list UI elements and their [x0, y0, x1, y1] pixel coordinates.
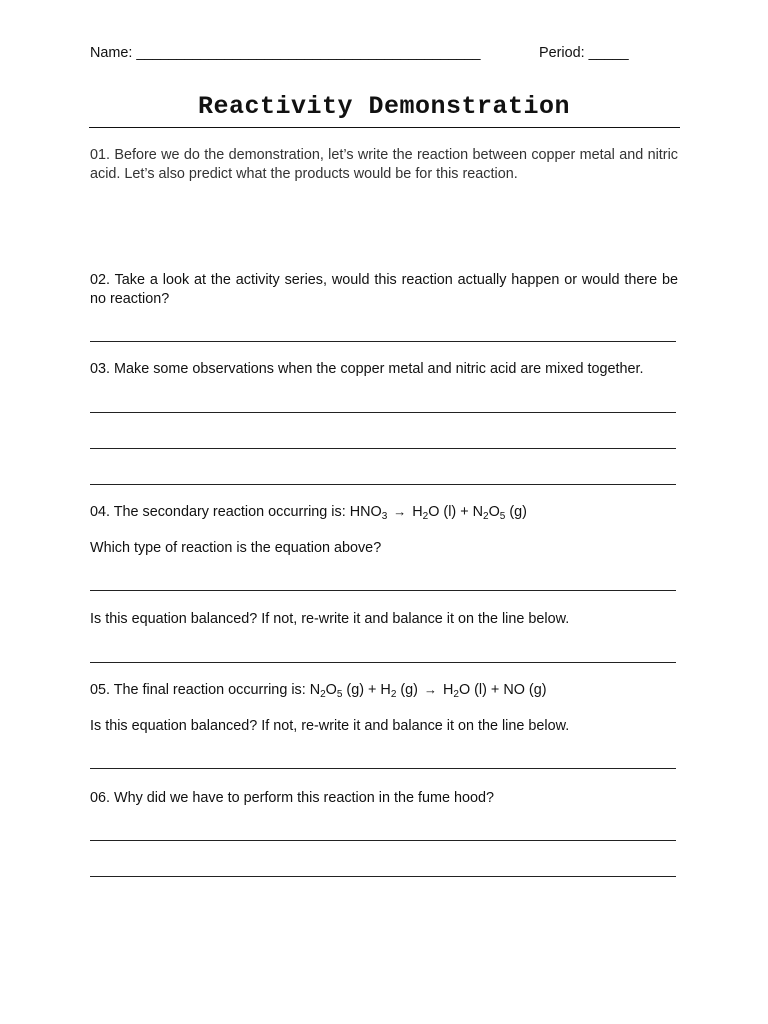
answer-line-q5-balance[interactable] — [90, 768, 676, 769]
answer-line-q6-1[interactable] — [90, 840, 676, 841]
q5-part-4: H — [438, 682, 454, 698]
title-underline — [89, 127, 680, 128]
q5-sub-3: 2 — [390, 689, 397, 700]
answer-line-q6-2[interactable] — [90, 876, 676, 877]
q4-sub-3: 2 — [483, 511, 489, 522]
q5-sub-4: 2 — [453, 689, 459, 700]
q5-part-5: O (l) + NO (g) — [458, 682, 547, 698]
question-5-balance: Is this equation balanced? If not, re-write it and balance it on the line below. — [90, 718, 570, 734]
question-4-balance: Is this equation balanced? If not, re-write it and balance it on the line below. — [90, 611, 570, 627]
q5-sub-1: 2 — [320, 689, 326, 700]
q4-part-1: H — [408, 504, 423, 520]
q4-part-2: O (l) + N — [428, 504, 483, 520]
answer-line-q4-type[interactable] — [90, 590, 676, 591]
name-field[interactable]: Name: ___________________________________________ — [90, 45, 481, 61]
reaction-arrow-icon: → — [393, 504, 407, 519]
question-2: 02. Take a look at the activity series, would this reaction actually happen or would there be no reaction? — [90, 272, 678, 307]
q5-sub-2: 5 — [336, 689, 343, 700]
page-title: Reactivity Demonstration — [197, 92, 571, 121]
question-3: 03. Make some observations when the copper metal and nitric acid are mixed together. — [90, 361, 644, 377]
question-4-type: Which type of reaction is the equation above? — [90, 540, 382, 556]
question-1: 01. Before we do the demonstration, let’s write the reaction between copper metal and nitric acid. Let’s also predict what the products would be for this reaction. — [90, 147, 678, 182]
q4-sub-4: 5 — [499, 511, 506, 522]
q5-part-1: O — [325, 682, 337, 698]
q4-sub-1: 3 — [381, 511, 388, 522]
q5-part-2: (g) + H — [342, 682, 391, 698]
question-4-equation — [90, 503, 678, 522]
q4-equation-prefix: 04. The secondary reaction occurring is: HNO — [90, 504, 382, 520]
q4-part-3: O — [488, 504, 500, 520]
answer-line-q3-2[interactable] — [90, 448, 676, 449]
question-5-equation — [90, 681, 678, 700]
q4-part-4: (g) — [505, 504, 527, 520]
q4-sub-2: 2 — [422, 511, 429, 522]
answer-line-q4-balance[interactable] — [90, 662, 676, 663]
answer-line-q3-3[interactable] — [90, 484, 676, 485]
answer-line-q3-1[interactable] — [90, 412, 676, 413]
question-6: 06. Why did we have to perform this reaction in the fume hood? — [90, 790, 494, 806]
q5-equation-prefix: 05. The final reaction occurring is: N — [90, 682, 321, 698]
period-field[interactable]: Period: _____ — [539, 45, 629, 61]
q5-part-3: (g) — [396, 682, 418, 698]
answer-line-q2[interactable] — [90, 341, 676, 342]
reaction-arrow-icon: → — [423, 682, 437, 697]
